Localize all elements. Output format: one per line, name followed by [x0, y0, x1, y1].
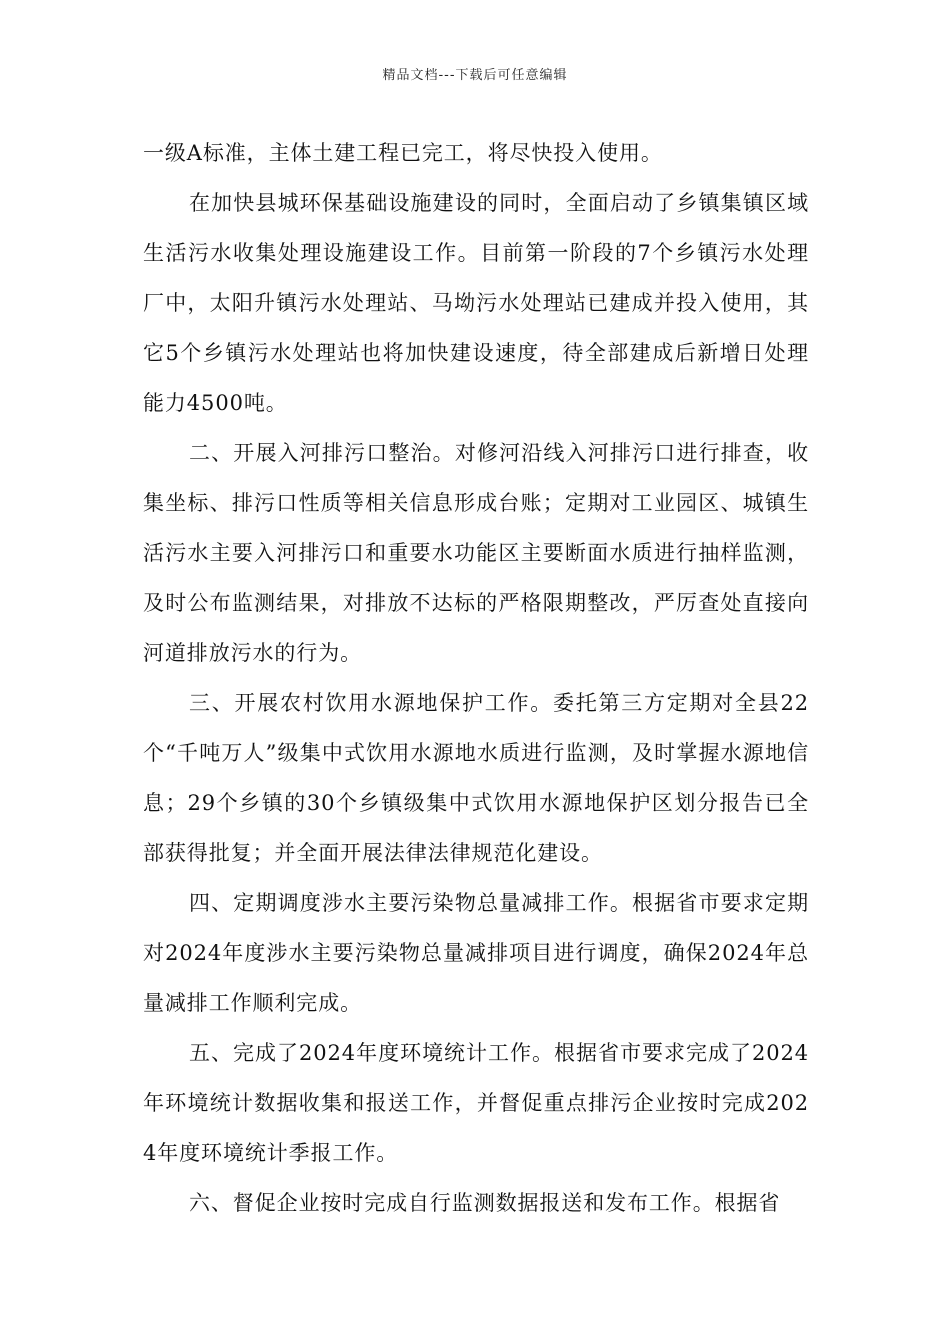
- paragraph: 在加快县城环保基础设施建设的同时，全面启动了乡镇集镇区域生活污水收集处理设施建设工作。目前第一阶段的7个乡镇污水处理厂中，太阳升镇污水处理站、马坳污水处理站已建成并投入使用，其它5个乡镇污水处理站也将加快建设速度，待全部建成后新增日处理能力4500吨。: [143, 191, 809, 415]
- document-body: [143, 128, 809, 1228]
- paragraph: 四、定期调度涉水主要污染物总量减排工作。根据省市要求定期对2024年度涉水主要污染物总量减排项目进行调度，确保2024年总量减排工作顺利完成。: [143, 891, 809, 1015]
- page-header: 精品文档---下载后可任意编辑: [382, 68, 568, 83]
- paragraph: 三、开展农村饮用水源地保护工作。委托第三方定期对全县22个“千吨万人”级集中式饮用水源地水质进行监测，及时掌握水源地信息；29个乡镇的30个乡镇级集中式饮用水源地保护区划分报告已全部获得批复；并全面开展法律法律规范化建设。: [143, 691, 809, 865]
- paragraph: 二、开展入河排污口整治。对修河沿线入河排污口进行排查，收集坐标、排污口性质等相关信息形成台账；定期对工业园区、城镇生活污水主要入河排污口和重要水功能区主要断面水质进行抽样监测，及时公布监测结果，对排放不达标的严格限期整改，严厉查处直接向河道排放污水的行为。: [143, 441, 809, 665]
- paragraph: 一级A标准，主体土建工程已完工，将尽快投入使用。: [143, 141, 663, 165]
- paragraph: 六、督促企业按时完成自行监测数据报送和发布工作。根据省: [189, 1191, 781, 1215]
- paragraph: 五、完成了2024年度环境统计工作。根据省市要求完成了2024年环境统计数据收集和报送工作，并督促重点排污企业按时完成2024年度环境统计季报工作。: [143, 1041, 809, 1165]
